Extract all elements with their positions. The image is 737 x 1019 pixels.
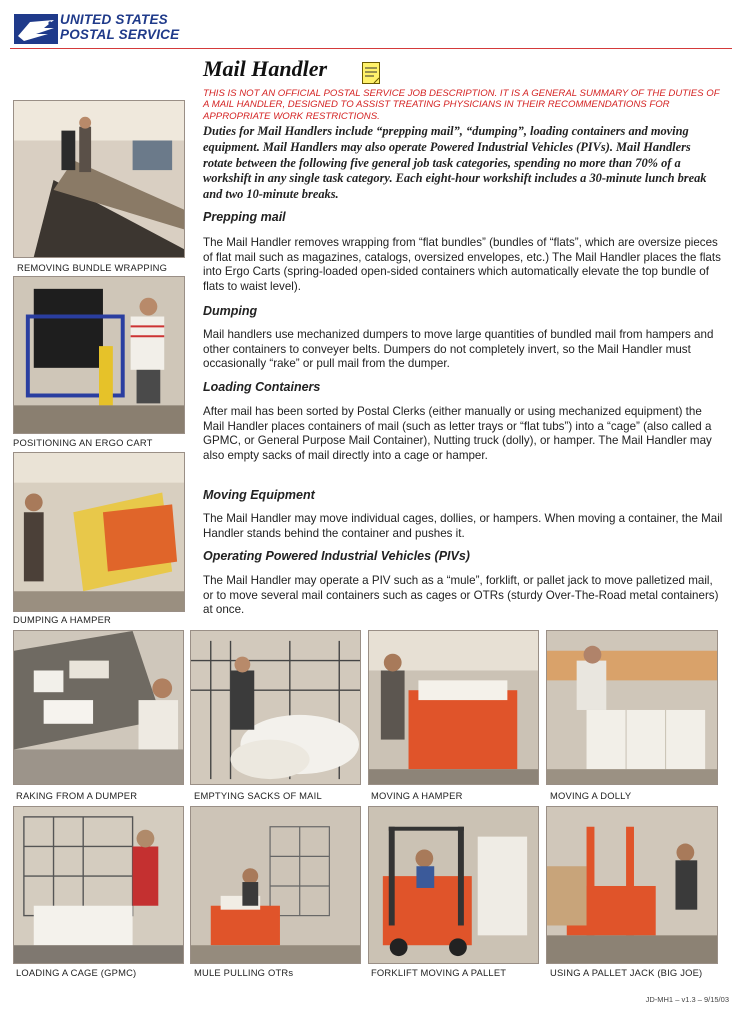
photo-moving-dolly <box>546 630 718 785</box>
footer-code: JD-MH1 – v1.3 – 9/15/03 <box>645 995 729 1004</box>
header-rule <box>10 48 732 49</box>
section-heading-moving: Moving Equipment <box>203 488 315 502</box>
caption-removing-bundle-wrapping: REMOVING BUNDLE WRAPPING <box>17 262 168 273</box>
section-body-dumping: Mail handlers use mechanized dumpers to move large quantities of bundled mail from hampers and other containers to conveyer belts. Dumpers do not completely invert, so the Mail Handler must occasionally “rake” or pull mail from the dumper. <box>203 328 714 371</box>
section-heading-loading: Loading Containers <box>203 380 321 394</box>
section-heading-dumping: Dumping <box>203 304 258 318</box>
caption-using-pallet-jack: USING A PALLET JACK (BIG JOE) <box>550 967 703 978</box>
section-body-moving: The Mail Handler may move individual cages, dollies, or hampers. When moving a container, the Mail Handler stands behind the container and pushes it. <box>203 512 723 540</box>
section-body-prepping: The Mail Handler removes wrapping from “flat bundles” (bundles of “flats”, which are oversize pieces of flat mail such as magazines, catalogs, oversized envelopes, etc.) The Mail Handler places the flats into Ergo Carts (spring-loaded open-sided containers which automatically elevate the top bundle of flats to waist level). <box>203 236 721 293</box>
section-heading-prepping: Prepping mail <box>203 210 286 224</box>
photo-forklift-moving-pallet <box>368 806 539 964</box>
eagle-logo-icon <box>14 14 58 44</box>
caption-mule-pulling-otrs: MULE PULLING OTRs <box>194 967 294 978</box>
photo-moving-hamper <box>368 630 539 785</box>
photo-mule-pulling-otrs <box>190 806 361 964</box>
org-line-1: UNITED STATES <box>60 12 168 27</box>
disclaimer: THIS IS NOT AN OFFICIAL POSTAL SERVICE JOB DESCRIPTION. IT IS A GENERAL SUMMARY OF THE DUTIES OF A MAIL HANDLER, DESIGNED TO ASSIST TREATING PHYSICIANS IN THEIR RECOMMENDATIONS FOR APPROPRIATE WORK RESTRICTIONS. <box>203 88 720 122</box>
photo-dumping-hamper <box>13 452 185 612</box>
caption-moving-dolly: MOVING A DOLLY <box>550 790 632 801</box>
caption-dumping-hamper: DUMPING A HAMPER <box>13 614 112 625</box>
photo-raking-from-dumper <box>13 630 184 785</box>
caption-emptying-sacks: EMPTYING SACKS OF MAIL <box>194 790 322 801</box>
page-title: Mail Handler <box>203 56 328 81</box>
photo-loading-cage <box>13 806 184 964</box>
org-name <box>60 12 179 42</box>
caption-forklift-moving-pallet: FORKLIFT MOVING A PALLET <box>371 967 507 978</box>
intro-paragraph: Duties for Mail Handlers include “prepping mail”, “dumping”, loading containers and moving equipment. Mail Handlers may also operate Powered Industrial Vehicles (PIVs). Mail Handlers rotate between the following five general job task categories, spending no more than 70% of a workshift in any single task category. Each eight-hour workshift includes a 30-minute lunch break and two 10-minute breaks. <box>203 124 707 202</box>
photo-removing-bundle-wrapping <box>13 100 185 258</box>
caption-moving-hamper: MOVING A HAMPER <box>371 790 463 801</box>
photo-emptying-sacks <box>190 630 361 785</box>
org-line-2: POSTAL SERVICE <box>60 27 180 42</box>
section-body-loading: After mail has been sorted by Postal Clerks (either manually or using mechanized equipment) the Mail Handler places containers of mail (such as letter trays or “flat tubs”) into a “cage” (also called a GPMC, or General Purpose Mail Container), Nutting truck (dolly), or hamper. The Mail Handler may also empty sacks of mail directly into a cage or hamper. <box>203 405 712 462</box>
section-body-pivs: The Mail Handler may operate a PIV such as a “mule”, forklift, or pallet jack to move palletized mail, or to move several mail containers such as cages or OTRs (sturdy Over-The-Road metal containers) at once. <box>203 574 719 617</box>
section-heading-pivs: Operating Powered Industrial Vehicles (PIVs) <box>203 549 470 563</box>
photo-using-pallet-jack <box>546 806 718 964</box>
photo-positioning-ergo-cart <box>13 276 185 434</box>
caption-raking-from-dumper: RAKING FROM A DUMPER <box>16 790 138 801</box>
caption-loading-cage: LOADING A CAGE (GPMC) <box>16 967 137 978</box>
sticky-note-icon[interactable] <box>362 62 380 84</box>
caption-positioning-ergo-cart: POSITIONING AN ERGO CART <box>13 437 153 448</box>
